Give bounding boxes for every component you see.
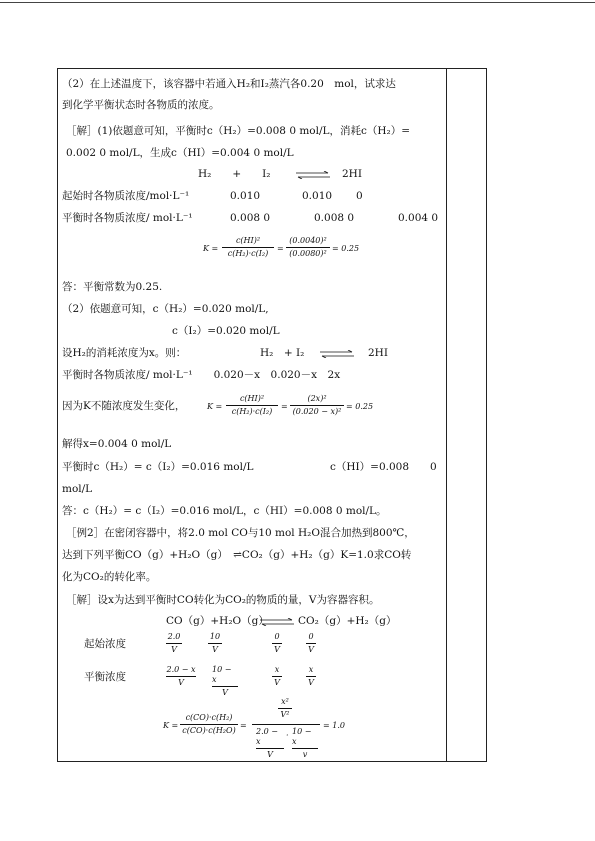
equil-conc-h2: 0.008 0 (230, 212, 271, 224)
equil-conc-i2: 0.008 0 (314, 212, 355, 224)
k-invariant-text: 因为K不随浓度发生变化， (62, 400, 186, 412)
part2-line-1: （2）依题意可知，c（H₂）=0.020 mol/L, (62, 303, 269, 315)
start-conc-co: 2.0 V (167, 632, 181, 654)
start-conc-h2o: 10 V (209, 632, 221, 654)
equilibrium-arrow-icon (320, 350, 354, 358)
example2-line-3: 化为CO₂的转化率。 (62, 571, 157, 583)
initial-conc-label: 起始时各物质浓度/mol·L⁻¹ (62, 190, 190, 202)
page-top-rule (0, 2, 595, 3)
eq-conc-co2: x V (272, 665, 282, 688)
example2-solution: ［解］设x为达到平衡时CO转化为CO₂的物质的量，V为容器容积。 (66, 594, 380, 606)
equil-result-unit: mol/L (62, 483, 93, 495)
equilibrium-arrow-icon (296, 171, 330, 179)
reaction3-reactants: CO（g）+H₂O（g） (166, 615, 269, 627)
question-line-1: （2）在上述温度下，该容器中若通入H₂和I₂蒸汽各0.20 mol，试求达 (62, 78, 396, 90)
question-line-2: 到化学平衡状态时各物质的浓度。 (62, 99, 220, 111)
solve-x-line: 解得x=0.004 0 mol/L (62, 438, 172, 450)
k3-main-bar (252, 724, 320, 725)
k1-fraction: c(HI)² c(H₂)·c(I₂) (222, 236, 274, 259)
eq-conc-h2: x V (306, 665, 316, 688)
table-column-divider (446, 68, 447, 761)
reaction-product: 2HI (342, 168, 362, 180)
example2-line-2: 达到下列平衡CO（g）+H₂O（g） ⇌CO₂（g）+H₂（g）K=1.0求CO转 (62, 549, 412, 561)
initial-conc-h2: 0.010 (230, 190, 261, 202)
eq-conc-label: 平衡浓度 (84, 671, 126, 683)
k2-fraction-values: (2x)² (0.020 − x)² (290, 394, 344, 417)
equil-result-line: 平衡时c（H₂）= c（I₂）=0.016 mol/L (62, 461, 254, 473)
reaction-reactants: H₂ + I₂ (198, 168, 271, 180)
reaction2-reactants: H₂ + I₂ (260, 347, 305, 359)
start-conc-co2: 0 V (272, 632, 282, 655)
start-conc-label: 起始浓度 (84, 638, 126, 650)
equil-result-hi: c（HI）=0.008 0 (330, 461, 437, 473)
k3-bottom-fraction-1: 2.0 − x V (256, 727, 284, 760)
eq-conc-co: 2.0 − x V (166, 665, 196, 687)
eq-conc-h2o: 10 − x V (212, 665, 238, 698)
k1-fraction-values: (0.0040)² (0.0080)² (286, 236, 330, 259)
answer-2: 答：c（H₂）= c（I₂）=0.016 mol/L，c（HI）=0.008 0 mol/L。 (62, 505, 387, 517)
equil-conc-x-line: 平衡时各物质浓度/ mol·L⁻¹ 0.020－x 0.020－x 2x (62, 369, 341, 381)
k3-bottom-fraction-2: 10 − x v (292, 727, 318, 760)
assume-line: 设H₂的消耗浓度为x。则： (62, 347, 187, 359)
answer-1: 答：平衡常数为0.25. (62, 281, 163, 293)
initial-conc-i2: 0.010 (302, 190, 333, 202)
k3-fraction: c(CO)·c(H₂) c(CO)·c(H₂O) (180, 713, 238, 736)
k3-top-fraction: x² V² (278, 697, 292, 720)
part2-line-2: c（I₂）=0.020 mol/L (172, 325, 280, 337)
solution-line-2: 0.002 0 mol/L，生成c（HI）=0.004 0 mol/L (66, 147, 294, 159)
reaction3-products: CO₂（g）+H₂（g） (298, 615, 397, 627)
example2-line-1: ［例2］在密闭容器中，将2.0 mol CO与10 mol H₂O混合加热到800℃， (66, 527, 415, 539)
equilibrium-arrow-icon (260, 618, 294, 626)
solution-line-1: ［解］(1)依题意可知，平衡时c（H₂）=0.008 0 mol/L，消耗c（H₂）= (66, 125, 411, 137)
initial-conc-hi: 0 (356, 190, 363, 202)
equil-conc-hi: 0.004 0 (398, 212, 439, 224)
k2-fraction: c(HI)² c(H₂)·c(I₂) (226, 394, 278, 417)
reaction2-product: 2HI (368, 347, 388, 359)
equil-conc-label: 平衡时各物质浓度/ mol·L⁻¹ (62, 212, 193, 224)
start-conc-h2: 0 V (306, 632, 316, 655)
